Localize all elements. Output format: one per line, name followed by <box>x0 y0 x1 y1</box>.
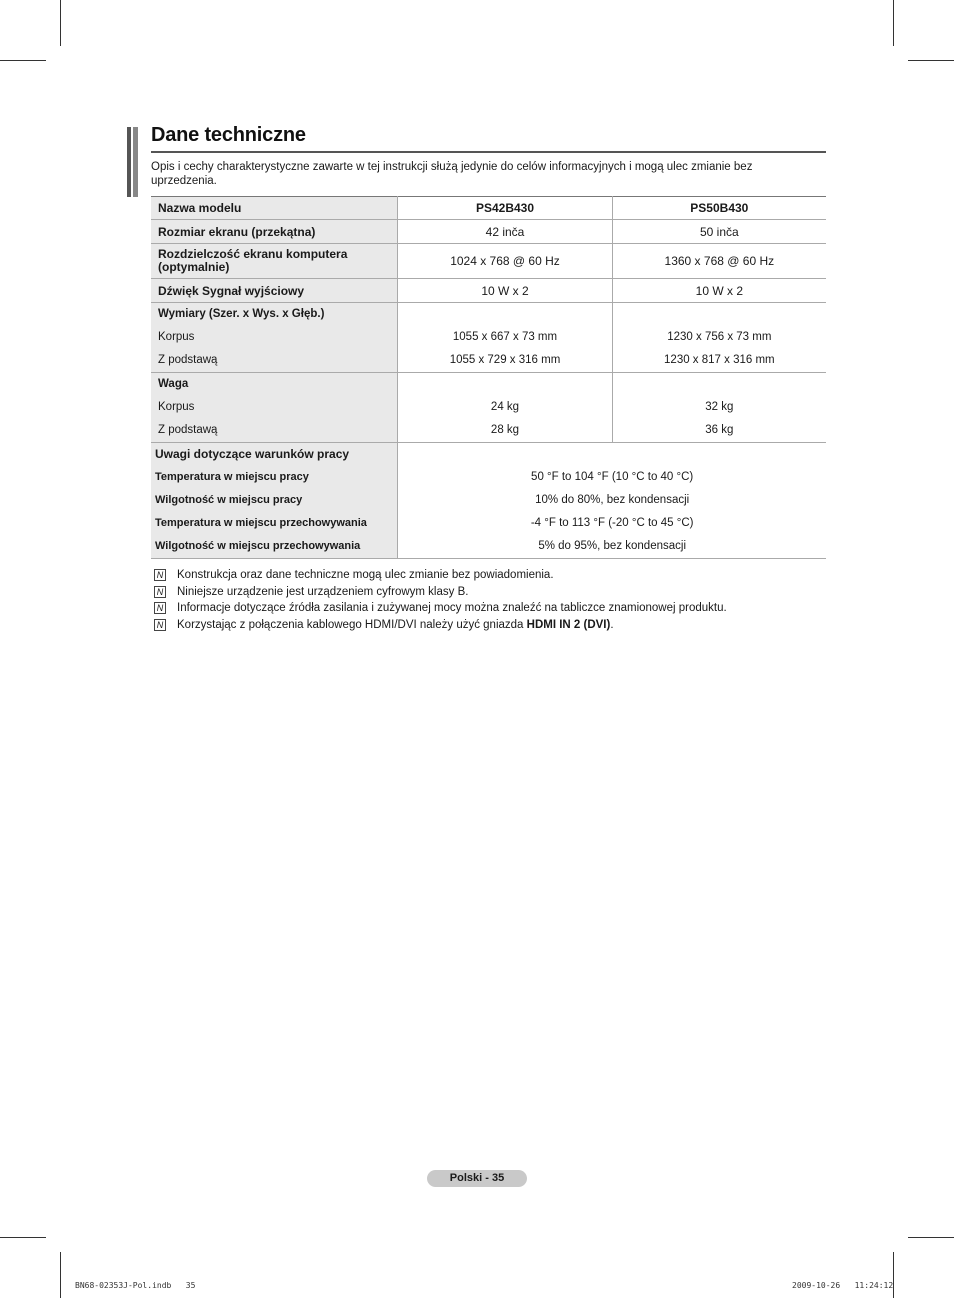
table-row <box>151 197 826 220</box>
title-rule <box>151 151 826 153</box>
op-humidity-label: Wilgotność w miejscu pracy <box>155 494 303 506</box>
crop-mark <box>0 60 46 61</box>
note4-bold: HDMI IN 2 (DVI) <box>526 618 611 631</box>
storage-humidity-label: Wilgotność w miejscu przechowywania <box>155 540 361 552</box>
screen-size-col2: 50 inča <box>612 220 826 244</box>
note-text <box>177 617 614 634</box>
storage-humidity-value: 5% do 95%, bez kondensacji <box>538 540 686 552</box>
table-row <box>151 244 826 279</box>
table-row <box>151 303 826 373</box>
crop-mark <box>60 0 61 46</box>
model-name-label: Nazwa modelu <box>151 197 398 220</box>
resolution-label: Rozdzielczość ekranu komputera (optymalnie) <box>151 244 398 279</box>
sound-label: Dźwięk Sygnał wyjściowy <box>151 279 398 303</box>
storage-temp-label: Temperatura w miejscu przechowywania <box>155 517 367 529</box>
weight-col2-body: 32 kg <box>705 401 734 413</box>
table-row <box>151 443 826 559</box>
crop-mark <box>60 1252 61 1298</box>
dimensions-col1 <box>398 303 612 373</box>
weight-label-cell <box>151 373 398 443</box>
note-icon: N <box>154 586 166 598</box>
resolution-col1: 1024 x 768 @ 60 Hz <box>398 244 612 279</box>
footer-file: BN68-02353J-Pol.indb 35 <box>75 1281 196 1290</box>
notes-list <box>151 567 727 633</box>
screen-size-col1: 42 inča <box>398 220 612 244</box>
dimensions-stand-label: Z podstawą <box>158 354 218 366</box>
screen-size-label: Rozmiar ekranu (przekątna) <box>151 220 398 244</box>
list-item <box>151 567 727 584</box>
weight-col1 <box>398 373 612 443</box>
weight-col1-body: 24 kg <box>490 401 520 413</box>
spec-table <box>151 196 826 559</box>
note-text: Niniejsze urządzenie jest urządzeniem cyfrowym klasy B. <box>177 585 469 598</box>
note-icon: N <box>154 602 166 614</box>
list-item <box>151 617 727 634</box>
footer-timestamp: 2009-10-26 11:24:12 <box>792 1281 894 1290</box>
note-icon: N <box>154 569 166 581</box>
table-row <box>151 373 826 443</box>
dimensions-col2-stand: 1230 x 817 x 316 mm <box>664 354 775 366</box>
weight-col2 <box>612 373 826 443</box>
weight-label: Waga <box>158 378 189 390</box>
dimensions-body-label: Korpus <box>158 331 195 343</box>
weight-body-label: Korpus <box>158 401 195 413</box>
dimensions-col1-stand: 1055 x 729 x 316 mm <box>449 354 561 366</box>
resolution-col2: 1360 x 768 @ 60 Hz <box>612 244 826 279</box>
table-row <box>151 279 826 303</box>
sound-col1: 10 W x 2 <box>398 279 612 303</box>
list-item <box>151 600 727 617</box>
dimensions-label: Wymiary (Szer. x Wys. x Głęb.) <box>158 308 325 320</box>
dimensions-col2 <box>612 303 826 373</box>
note4-end: . <box>610 618 614 631</box>
note-text: Konstrukcja oraz dane techniczne mogą ulec zmianie bez powiadomienia. <box>177 569 554 581</box>
intro-text: Opis i cechy charakterystyczne zawarte w tej instrukcji służą jedynie do celów informacyjnych i mogą ulec zmianie bez uprzedzenia. <box>151 161 753 187</box>
weight-col1-stand: 28 kg <box>490 424 520 436</box>
dimensions-col1-body: 1055 x 667 x 73 mm <box>452 331 558 343</box>
model-col1: PS42B430 <box>398 197 612 220</box>
page-title: Dane techniczne <box>151 124 306 146</box>
dimensions-col2-body: 1230 x 756 x 73 mm <box>667 331 772 343</box>
op-humidity-value: 10% do 80%, bez kondensacji <box>535 494 690 506</box>
note-icon: N <box>154 619 166 631</box>
op-temp-value: 50 °F to 104 °F (10 °C to 40 °C) <box>531 471 694 483</box>
table-row <box>151 220 826 244</box>
storage-temp-value: -4 °F to 113 °F (-20 °C to 45 °C) <box>530 517 694 529</box>
model-col2: PS50B430 <box>612 197 826 220</box>
crop-mark <box>0 1237 46 1238</box>
section-marker-bar <box>127 127 138 197</box>
op-temp-label: Temperatura w miejscu pracy <box>155 471 309 483</box>
conditions-label: Uwagi dotyczące warunków pracy <box>155 447 350 461</box>
weight-col2-stand: 36 kg <box>705 424 734 436</box>
crop-mark <box>893 1252 894 1298</box>
conditions-label-cell <box>151 443 398 559</box>
crop-mark <box>893 0 894 46</box>
dimensions-label-cell <box>151 303 398 373</box>
note-text: Informacje dotyczące źródła zasilania i zużywanej mocy można znaleźć na tabliczce znamionowej produktu. <box>177 602 727 614</box>
page-number-tab: Polski - 35 <box>427 1170 527 1187</box>
list-item <box>151 584 727 601</box>
sound-col2: 10 W x 2 <box>612 279 826 303</box>
conditions-values <box>398 443 826 559</box>
weight-stand-label: Z podstawą <box>158 424 218 436</box>
crop-mark <box>908 60 954 61</box>
crop-mark <box>908 1237 954 1238</box>
note4-text: Korzystając z połączenia kablowego HDMI/DVI należy użyć gniazda <box>177 618 527 631</box>
